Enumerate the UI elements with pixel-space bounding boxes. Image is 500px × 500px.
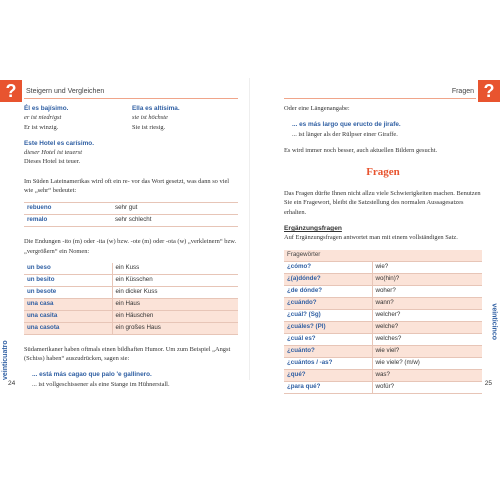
quote-block <box>284 120 482 139</box>
cell-es: ¿(a)dónde? <box>284 273 372 285</box>
cell-de: wie viel? <box>372 345 482 357</box>
quote-de: ... ist länger als der Rülpser einer Giraffe. <box>292 130 398 138</box>
cell-de: ein Haus <box>112 298 238 310</box>
paragraph-humor: Südamerikaner haben oftmals einen bildhaften Humor. Um zum Beispiel „Angst (Schiss) haben“ auszudrücken, sagen sie: <box>24 345 231 362</box>
paragraph-endings: Die Endungen -ito (m) oder -ita (w) bzw. -ote (m) oder -ota (w) „verkleinern“ bzw. „vergrößern“ ein Nomen: <box>24 238 237 255</box>
quote-es: ... es más largo que eructo de jirafe. <box>292 121 401 129</box>
cell-es: ¿cuánto? <box>284 345 372 357</box>
cell-es: ¿qué? <box>284 369 372 381</box>
table-row <box>284 333 482 345</box>
cell-es: remalo <box>24 215 112 227</box>
example-es: Él es bajísimo. <box>24 105 69 112</box>
cell-de: ein Kuss <box>112 263 238 274</box>
cell-de: welches? <box>372 333 482 345</box>
cell-de: ein dicker Kuss <box>112 286 238 298</box>
cell-de: sehr gut <box>112 203 238 215</box>
paragraph-complement: Auf Ergänzungsfragen antwortet man mit einem vollständigen Satz. <box>284 234 458 242</box>
cell-es: un beso <box>24 263 112 274</box>
side-label-right: veinticinco <box>491 303 498 340</box>
table-row <box>284 381 482 393</box>
example-translation: Er ist winzig. <box>24 123 59 131</box>
paragraph-re: Im Süden Lateinamerikas wird oft ein re- vor das Wort gesetzt, was dann so viel wie „sehr“ bedeutet: <box>24 177 230 194</box>
table-question-words <box>284 250 482 394</box>
table-header-label: Fragewörter <box>284 250 482 261</box>
quote-es: ... está más cagao que palo 'e gallinero. <box>32 371 152 379</box>
cell-de: wofür? <box>372 381 482 393</box>
example-es: Ella es altísima. <box>132 105 180 112</box>
table-row <box>284 357 482 369</box>
example-altisima <box>132 104 222 132</box>
cell-de: sehr schlecht <box>112 215 238 227</box>
table-row <box>24 263 238 274</box>
example-literal: dieser Hotel ist teuerst <box>24 149 83 157</box>
table-row <box>284 285 482 297</box>
header-rule-left <box>24 98 238 99</box>
running-head-right: Fragen <box>451 88 474 95</box>
cell-es: una casita <box>24 310 112 322</box>
cell-de: woher? <box>372 285 482 297</box>
example-es: Este Hotel es carísimo. <box>24 139 94 147</box>
cell-es: un besote <box>24 286 112 298</box>
table-row <box>24 286 238 298</box>
quote-block <box>24 370 238 389</box>
cell-es: ¿para qué? <box>284 381 372 393</box>
table-row <box>284 261 482 273</box>
cell-es: rebueno <box>24 203 112 215</box>
paragraph-length: Oder eine Längenangabe: <box>284 105 350 112</box>
running-head-left: Steigern und Vergleichen <box>26 88 105 95</box>
cell-de: welche? <box>372 321 482 333</box>
example-translation: Dieses Hotel ist teuer. <box>24 158 81 166</box>
question-mark-badge-right: ? <box>478 80 500 102</box>
example-literal: sie ist höchste <box>132 114 168 122</box>
left-page <box>24 104 238 389</box>
cell-de: wie? <box>372 261 482 273</box>
table-row <box>284 345 482 357</box>
cell-de: was? <box>372 369 482 381</box>
example-translation: Sie ist riesig. <box>132 123 166 131</box>
table-row <box>284 321 482 333</box>
table-row <box>284 309 482 321</box>
header-rule-right <box>284 98 476 99</box>
cell-es: ¿cuáles? (Pl) <box>284 321 372 333</box>
example-bajisimo <box>24 104 114 132</box>
page-number-right: 25 <box>484 380 492 387</box>
cell-es: un besito <box>24 274 112 286</box>
question-mark-badge-left: ? <box>0 80 22 102</box>
cell-es: ¿cuál? (Sg) <box>284 309 372 321</box>
table-row <box>24 203 238 215</box>
cell-es: una casa <box>24 298 112 310</box>
example-hotel <box>24 139 238 167</box>
cell-es: ¿de dónde? <box>284 285 372 297</box>
table-re-prefix <box>24 202 238 227</box>
table-row <box>24 322 238 334</box>
subheading: Ergänzungsfragen <box>284 224 342 232</box>
cell-de: ein Küsschen <box>112 274 238 286</box>
table-row <box>24 310 238 322</box>
cell-de: wie viele? (m/w) <box>372 357 482 369</box>
cell-es: una casota <box>24 322 112 334</box>
table-row <box>24 215 238 227</box>
table-row <box>284 369 482 381</box>
cell-es: ¿cómo? <box>284 261 372 273</box>
cell-de: wann? <box>372 297 482 309</box>
cell-de: welcher? <box>372 309 482 321</box>
quote-de: ... ist vollgeschissener als eine Stange im Hühnerstall. <box>32 380 170 388</box>
page-number-left: 24 <box>8 380 16 387</box>
cell-de: ein Häuschen <box>112 310 238 322</box>
cell-es: ¿cuándo? <box>284 297 372 309</box>
page-gutter <box>249 78 250 380</box>
cell-de: ein großes Haus <box>112 322 238 334</box>
paragraph-better: Es wird immer noch besser, auch aktuellen Bildern gesucht. <box>284 146 438 154</box>
table-diminutives <box>24 263 238 335</box>
table-row <box>284 273 482 285</box>
side-label-left: veinticuatro <box>2 340 9 380</box>
example-literal: er ist niedrigst <box>24 114 62 122</box>
table-row <box>24 298 238 310</box>
section-title: Fragen <box>366 166 400 179</box>
table-row <box>24 274 238 286</box>
cell-de: wo(hin)? <box>372 273 482 285</box>
right-page <box>284 104 482 394</box>
table-header <box>284 250 482 261</box>
cell-es: ¿cuál es? <box>284 333 372 345</box>
example-pair <box>24 104 238 132</box>
cell-es: ¿cuántos / -as? <box>284 357 372 369</box>
paragraph-questions: Das Fragen dürfte Ihnen nicht allzu viele Schwierigkeiten machen. Benutzen Sie ein Fragewort, bleibt die Satzstellung des normalen Aussagesatzes erhalten. <box>284 190 481 216</box>
table-row <box>284 297 482 309</box>
